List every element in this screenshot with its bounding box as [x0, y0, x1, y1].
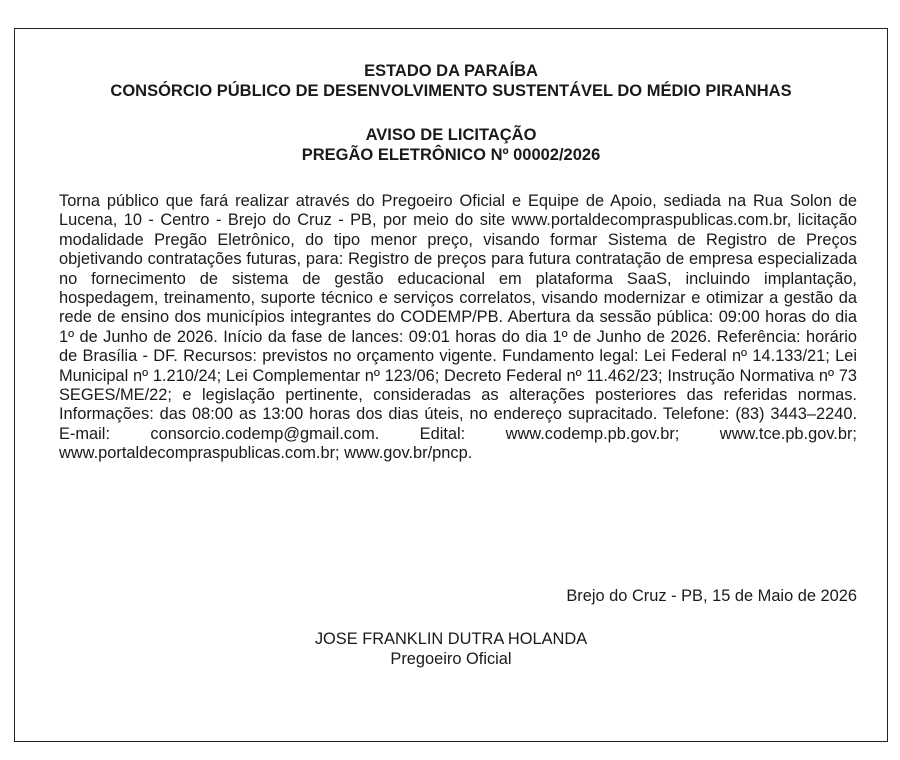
notice-title: AVISO DE LICITAÇÃO	[365, 126, 537, 144]
state-name: ESTADO DA PARAÍBA	[364, 62, 538, 80]
notice-frame	[14, 28, 888, 742]
organization-name: CONSÓRCIO PÚBLICO DE DESENVOLVIMENTO SUSTENTÁVEL DO MÉDIO PIRANHAS	[110, 82, 792, 100]
notice-body: Torna público que fará realizar através do Pregoeiro Oficial e Equipe de Apoio, sediada na Rua Solon de Lucena, 10 - Centro - Brejo do Cruz - PB, por meio do site www.portaldecompraspublicas.com.br, licitação modalidade Pregão Eletrônico, do tipo menor preço, visando formar Sistema de Registro de Preços objetivando contratações futuras, para: Registro de preços para futura contratação de empresa especializada no fornecimento de sistema de gestão educacional em plataforma SaaS, incluindo implantação, hospedagem, treinamento, suporte técnico e serviços correlatos, visando modernizar e otimizar a gestão da rede de ensino dos municípios integrantes do CODEMP/PB. Abertura da sessão pública: 09:00 horas do dia 1º de Junho de 2026. Início da fase de lances: 09:01 horas do dia 1º de Junho de 2026. Referência: horário de Brasília - DF. Recursos: previstos no orçamento vigente. Fundamento legal: Lei Federal nº 14.133/21; Lei Municipal nº 1.210/24; Lei Complementar nº 123/06; Decreto Federal nº 11.462/23; Instrução Normativa nº 73 SEGES/ME/22; e legislação pertinente, consideradas as alterações posteriores das referidas normas. Informações: das 08:00 as 13:00 horas dos dias úteis, no endereço supracitado. Telefone: (83) 3443–2240. E-mail: consorcio.codemp@gmail.com. Edital: www.codemp.pb.gov.br; www.tce.pb.gov.br; www.portaldecompraspublicas.com.br; www.gov.br/pncp.	[59, 192, 857, 463]
notice-title-block	[15, 125, 887, 165]
notice-subtitle: PREGÃO ELETRÔNICO Nº 00002/2026	[301, 146, 601, 164]
issuer-header	[15, 61, 887, 101]
signatory-role: Pregoeiro Oficial	[390, 650, 512, 668]
signatory-name: JOSE FRANKLIN DUTRA HOLANDA	[314, 630, 588, 648]
signature-block	[15, 629, 887, 669]
place-date: Brejo do Cruz - PB, 15 de Maio de 2026	[566, 587, 857, 605]
